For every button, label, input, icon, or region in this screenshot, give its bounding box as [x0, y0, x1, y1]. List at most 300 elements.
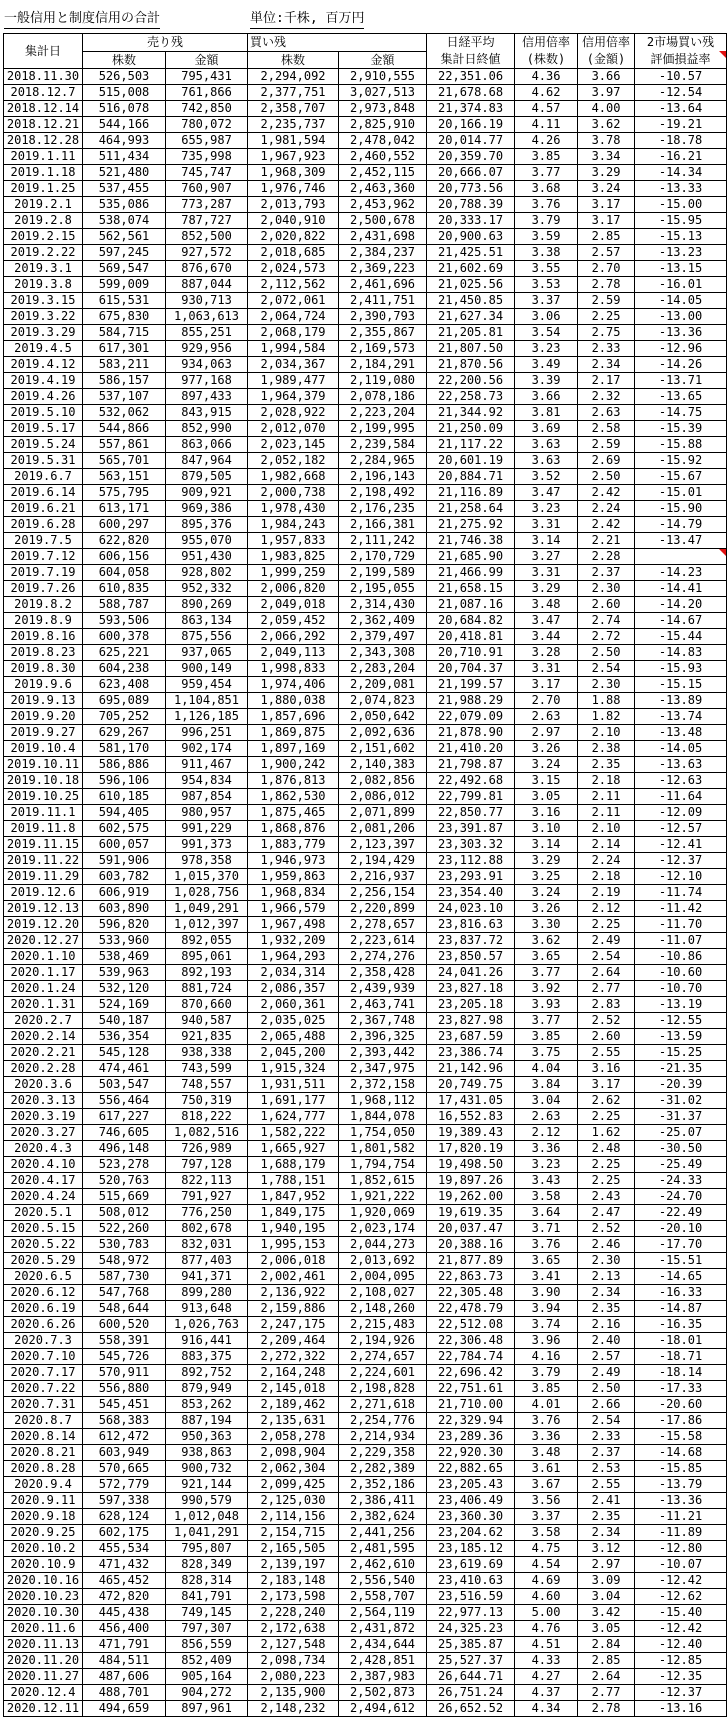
- cell-buy-amount: 2,358,428: [339, 965, 427, 981]
- cell-sell-amount: 887,194: [166, 1413, 248, 1429]
- table-row: [4, 949, 727, 965]
- cell-date: 2020.2.14: [4, 1029, 83, 1045]
- cell-credit-ratio-amount: 3.17: [578, 213, 635, 229]
- cell-valuation-pl-rate: -21.35: [635, 1061, 727, 1077]
- cell-credit-ratio-shares: 3.48: [515, 597, 578, 613]
- cell-credit-ratio-amount: 2.85: [578, 1653, 635, 1669]
- cell-sell-shares: 547,768: [83, 1285, 166, 1301]
- cell-nikkei-close: 25,527.37: [427, 1653, 515, 1669]
- cell-credit-ratio-shares: 3.69: [515, 421, 578, 437]
- table-row: [4, 965, 727, 981]
- header-credit-ratio-shares: 信用倍率 (株数): [515, 34, 578, 69]
- cell-credit-ratio-shares: 4.34: [515, 1701, 578, 1717]
- cell-sell-amount: 980,957: [166, 805, 248, 821]
- cell-credit-ratio-amount: 2.48: [578, 1141, 635, 1157]
- cell-buy-shares: 2,125,030: [248, 1493, 339, 1509]
- cell-date: 2020.4.24: [4, 1189, 83, 1205]
- cell-credit-ratio-shares: 3.77: [515, 965, 578, 981]
- cell-sell-amount: 760,907: [166, 181, 248, 197]
- cell-date: 2019.1.18: [4, 165, 83, 181]
- cell-sell-amount: 791,927: [166, 1189, 248, 1205]
- cell-credit-ratio-shares: 3.26: [515, 741, 578, 757]
- cell-valuation-pl-rate: -12.85: [635, 1653, 727, 1669]
- cell-buy-amount: 2,441,256: [339, 1525, 427, 1541]
- cell-sell-shares: 602,175: [83, 1525, 166, 1541]
- cell-sell-shares: 474,461: [83, 1061, 166, 1077]
- cell-buy-amount: 2,284,965: [339, 453, 427, 469]
- cell-buy-amount: 2,462,610: [339, 1557, 427, 1573]
- cell-sell-shares: 523,278: [83, 1157, 166, 1173]
- table-row: [4, 277, 727, 293]
- table-row: [4, 1701, 727, 1717]
- cell-sell-amount: 1,041,291: [166, 1525, 248, 1541]
- cell-buy-shares: 2,114,156: [248, 1509, 339, 1525]
- cell-nikkei-close: 22,492.68: [427, 773, 515, 789]
- cell-valuation-pl-rate: -20.39: [635, 1077, 727, 1093]
- cell-credit-ratio-amount: 2.24: [578, 501, 635, 517]
- cell-valuation-pl-rate: -16.35: [635, 1317, 727, 1333]
- cell-buy-shares: 1,688,179: [248, 1157, 339, 1173]
- cell-buy-amount: 1,794,754: [339, 1157, 427, 1173]
- table-row: [4, 69, 727, 85]
- cell-credit-ratio-shares: 3.84: [515, 1077, 578, 1093]
- cell-credit-ratio-shares: 3.52: [515, 469, 578, 485]
- cell-credit-ratio-shares: 3.25: [515, 869, 578, 885]
- cell-buy-shares: 1,875,465: [248, 805, 339, 821]
- cell-buy-shares: 1,946,973: [248, 853, 339, 869]
- cell-credit-ratio-shares: 3.04: [515, 1093, 578, 1109]
- cell-sell-shares: 471,791: [83, 1637, 166, 1653]
- cell-buy-shares: 1,582,222: [248, 1125, 339, 1141]
- cell-credit-ratio-shares: 3.53: [515, 277, 578, 293]
- cell-buy-amount: 2,973,848: [339, 101, 427, 117]
- cell-buy-amount: 2,123,397: [339, 837, 427, 853]
- cell-buy-shares: 2,154,715: [248, 1525, 339, 1541]
- table-row: [4, 1221, 727, 1237]
- cell-credit-ratio-shares: 3.64: [515, 1205, 578, 1221]
- cell-sell-shares: 557,861: [83, 437, 166, 453]
- cell-date: 2020.4.3: [4, 1141, 83, 1157]
- cell-buy-shares: 1,665,927: [248, 1141, 339, 1157]
- cell-date: 2020.1.17: [4, 965, 83, 981]
- cell-nikkei-close: 21,710.00: [427, 1397, 515, 1413]
- cell-credit-ratio-amount: 2.72: [578, 629, 635, 645]
- cell-credit-ratio-amount: 2.25: [578, 1173, 635, 1189]
- cell-credit-ratio-amount: 2.37: [578, 565, 635, 581]
- cell-nikkei-close: 21,258.64: [427, 501, 515, 517]
- cell-valuation-pl-rate: -13.48: [635, 725, 727, 741]
- table-header: [4, 34, 727, 69]
- cell-date: 2020.9.11: [4, 1493, 83, 1509]
- cell-sell-amount: 748,557: [166, 1077, 248, 1093]
- cell-sell-amount: 929,956: [166, 341, 248, 357]
- cell-valuation-pl-rate: -10.70: [635, 981, 727, 997]
- cell-buy-shares: 1,968,309: [248, 165, 339, 181]
- cell-buy-amount: 2,111,242: [339, 533, 427, 549]
- cell-credit-ratio-amount: 2.84: [578, 1637, 635, 1653]
- cell-valuation-pl-rate: -12.10: [635, 869, 727, 885]
- cell-credit-ratio-shares: 3.93: [515, 997, 578, 1013]
- cell-sell-shares: 602,575: [83, 821, 166, 837]
- cell-sell-amount: 822,113: [166, 1173, 248, 1189]
- table-row: [4, 597, 727, 613]
- cell-valuation-pl-rate: -15.67: [635, 469, 727, 485]
- cell-credit-ratio-shares: 3.76: [515, 1413, 578, 1429]
- cell-date: 2019.5.31: [4, 453, 83, 469]
- cell-nikkei-close: 19,262.00: [427, 1189, 515, 1205]
- cell-credit-ratio-amount: 2.57: [578, 1349, 635, 1365]
- cell-valuation-pl-rate: -15.39: [635, 421, 727, 437]
- cell-sell-amount: 852,500: [166, 229, 248, 245]
- cell-buy-shares: 1,849,175: [248, 1205, 339, 1221]
- cell-nikkei-close: 22,882.65: [427, 1461, 515, 1477]
- page-title: 一般信用と制度信用の合計: [4, 11, 160, 29]
- cell-buy-amount: 2,362,409: [339, 613, 427, 629]
- cell-nikkei-close: 21,410.20: [427, 741, 515, 757]
- cell-date: 2019.12.20: [4, 917, 83, 933]
- cell-credit-ratio-amount: 2.18: [578, 869, 635, 885]
- cell-sell-amount: 895,376: [166, 517, 248, 533]
- cell-nikkei-close: 23,112.88: [427, 853, 515, 869]
- cell-sell-amount: 921,144: [166, 1477, 248, 1493]
- cell-buy-amount: 2,386,411: [339, 1493, 427, 1509]
- cell-date: 2019.12.6: [4, 885, 83, 901]
- cell-credit-ratio-amount: 2.53: [578, 1461, 635, 1477]
- cell-date: 2020.3.27: [4, 1125, 83, 1141]
- cell-nikkei-close: 20,166.19: [427, 117, 515, 133]
- cell-date: 2019.11.1: [4, 805, 83, 821]
- cell-sell-amount: 911,467: [166, 757, 248, 773]
- cell-sell-shares: 586,157: [83, 373, 166, 389]
- cell-buy-amount: 2,314,430: [339, 597, 427, 613]
- cell-buy-amount: 2,194,429: [339, 853, 427, 869]
- cell-valuation-pl-rate: -14.75: [635, 405, 727, 421]
- cell-valuation-pl-rate: -14.87: [635, 1301, 727, 1317]
- cell-credit-ratio-shares: 3.63: [515, 437, 578, 453]
- header-buy-amount: 金額: [339, 51, 427, 69]
- cell-date: 2020.3.19: [4, 1109, 83, 1125]
- table-row: [4, 501, 727, 517]
- cell-buy-shares: 2,080,223: [248, 1669, 339, 1685]
- cell-sell-shares: 705,252: [83, 709, 166, 725]
- cell-sell-shares: 617,301: [83, 341, 166, 357]
- table-row: [4, 101, 727, 117]
- cell-buy-amount: 2,198,828: [339, 1381, 427, 1397]
- cell-credit-ratio-amount: 3.78: [578, 133, 635, 149]
- cell-valuation-pl-rate: -13.33: [635, 181, 727, 197]
- cell-date: 2018.12.21: [4, 117, 83, 133]
- cell-sell-amount: 883,375: [166, 1349, 248, 1365]
- cell-buy-amount: 2,151,602: [339, 741, 427, 757]
- table-row: [4, 757, 727, 773]
- cell-sell-amount: 852,409: [166, 1653, 248, 1669]
- cell-buy-shares: 2,059,452: [248, 613, 339, 629]
- table-row: [4, 1557, 727, 1573]
- cell-credit-ratio-shares: 3.31: [515, 661, 578, 677]
- cell-buy-shares: 1,900,242: [248, 757, 339, 773]
- cell-valuation-pl-rate: -15.90: [635, 501, 727, 517]
- cell-credit-ratio-shares: 3.24: [515, 885, 578, 901]
- cell-valuation-pl-rate: -13.36: [635, 325, 727, 341]
- table-row: [4, 645, 727, 661]
- cell-credit-ratio-shares: 3.85: [515, 1381, 578, 1397]
- cell-buy-shares: 2,018,685: [248, 245, 339, 261]
- cell-sell-shares: 600,520: [83, 1317, 166, 1333]
- cell-valuation-pl-rate: -12.42: [635, 1573, 727, 1589]
- cell-sell-shares: 587,730: [83, 1269, 166, 1285]
- cell-nikkei-close: 20,710.91: [427, 645, 515, 661]
- cell-credit-ratio-amount: 2.60: [578, 1029, 635, 1045]
- cell-sell-shares: 503,547: [83, 1077, 166, 1093]
- cell-date: 2019.10.4: [4, 741, 83, 757]
- cell-date: 2019.8.9: [4, 613, 83, 629]
- cell-sell-amount: 879,505: [166, 469, 248, 485]
- cell-sell-shares: 606,156: [83, 549, 166, 565]
- cell-sell-shares: 472,820: [83, 1589, 166, 1605]
- cell-sell-shares: 613,171: [83, 501, 166, 517]
- cell-sell-shares: 596,820: [83, 917, 166, 933]
- cell-sell-amount: 969,386: [166, 501, 248, 517]
- table-row: [4, 565, 727, 581]
- cell-date: 2020.11.13: [4, 1637, 83, 1653]
- cell-buy-amount: 2,140,383: [339, 757, 427, 773]
- cell-sell-shares: 612,472: [83, 1429, 166, 1445]
- table-row: [4, 1349, 727, 1365]
- cell-buy-shares: 1,978,430: [248, 501, 339, 517]
- cell-sell-amount: 1,126,185: [166, 709, 248, 725]
- cell-credit-ratio-amount: 2.54: [578, 661, 635, 677]
- table-row: [4, 1589, 727, 1605]
- cell-sell-amount: 852,990: [166, 421, 248, 437]
- cell-buy-amount: 2,223,204: [339, 405, 427, 421]
- cell-date: 2019.10.25: [4, 789, 83, 805]
- cell-credit-ratio-amount: 2.33: [578, 1429, 635, 1445]
- cell-credit-ratio-shares: 3.30: [515, 917, 578, 933]
- cell-buy-shares: 2,127,548: [248, 1637, 339, 1653]
- cell-valuation-pl-rate: -25.49: [635, 1157, 727, 1173]
- cell-sell-shares: 591,906: [83, 853, 166, 869]
- cell-date: 2019.4.5: [4, 341, 83, 357]
- cell-credit-ratio-amount: 3.34: [578, 149, 635, 165]
- cell-nikkei-close: 21,374.83: [427, 101, 515, 117]
- cell-sell-amount: 828,314: [166, 1573, 248, 1589]
- cell-credit-ratio-shares: 3.49: [515, 357, 578, 373]
- table-row: [4, 261, 727, 277]
- cell-buy-shares: 1,862,530: [248, 789, 339, 805]
- cell-buy-amount: 2,396,325: [339, 1029, 427, 1045]
- cell-credit-ratio-shares: 4.51: [515, 1637, 578, 1653]
- cell-valuation-pl-rate: -10.60: [635, 965, 727, 981]
- cell-buy-amount: 2,478,042: [339, 133, 427, 149]
- cell-buy-amount: 2,393,442: [339, 1045, 427, 1061]
- cell-credit-ratio-amount: 2.52: [578, 1013, 635, 1029]
- cell-sell-shares: 586,886: [83, 757, 166, 773]
- cell-sell-amount: 761,866: [166, 85, 248, 101]
- cell-date: 2020.3.6: [4, 1077, 83, 1093]
- table-row: [4, 1189, 727, 1205]
- cell-credit-ratio-amount: 2.30: [578, 677, 635, 693]
- cell-nikkei-close: 22,696.42: [427, 1365, 515, 1381]
- cell-valuation-pl-rate: -15.25: [635, 1045, 727, 1061]
- cell-sell-shares: 623,408: [83, 677, 166, 693]
- cell-buy-amount: 2,086,012: [339, 789, 427, 805]
- cell-credit-ratio-shares: 3.31: [515, 517, 578, 533]
- cell-sell-amount: 937,065: [166, 645, 248, 661]
- cell-sell-shares: 494,659: [83, 1701, 166, 1717]
- cell-buy-shares: 2,098,734: [248, 1653, 339, 1669]
- cell-sell-shares: 532,062: [83, 405, 166, 421]
- cell-credit-ratio-amount: 2.41: [578, 1493, 635, 1509]
- table-row: [4, 805, 727, 821]
- cell-valuation-pl-rate: -12.42: [635, 1621, 727, 1637]
- cell-credit-ratio-amount: 2.97: [578, 1557, 635, 1573]
- cell-sell-amount: 897,961: [166, 1701, 248, 1717]
- table-row: [4, 1269, 727, 1285]
- cell-sell-shares: 606,919: [83, 885, 166, 901]
- cell-valuation-pl-rate: -12.62: [635, 1589, 727, 1605]
- cell-valuation-pl-rate: -12.09: [635, 805, 727, 821]
- cell-credit-ratio-amount: 2.34: [578, 1285, 635, 1301]
- table-row: [4, 533, 727, 549]
- cell-sell-shares: 456,400: [83, 1621, 166, 1637]
- table-row: [4, 1317, 727, 1333]
- cell-sell-shares: 597,338: [83, 1493, 166, 1509]
- cell-buy-amount: 2,278,657: [339, 917, 427, 933]
- cell-valuation-pl-rate: -30.50: [635, 1141, 727, 1157]
- cell-sell-amount: 797,128: [166, 1157, 248, 1173]
- cell-credit-ratio-amount: 2.59: [578, 437, 635, 453]
- cell-buy-amount: 1,920,069: [339, 1205, 427, 1221]
- cell-buy-shares: 1,788,151: [248, 1173, 339, 1189]
- cell-date: 2019.4.19: [4, 373, 83, 389]
- cell-valuation-pl-rate: -20.60: [635, 1397, 727, 1413]
- table-row: [4, 1413, 727, 1429]
- cell-sell-shares: 548,972: [83, 1253, 166, 1269]
- cell-valuation-pl-rate: -17.70: [635, 1237, 727, 1253]
- cell-credit-ratio-shares: 3.79: [515, 213, 578, 229]
- cell-buy-shares: 2,189,462: [248, 1397, 339, 1413]
- cell-buy-shares: 1,976,746: [248, 181, 339, 197]
- table-row: [4, 373, 727, 389]
- cell-sell-amount: 1,012,397: [166, 917, 248, 933]
- cell-date: 2019.9.27: [4, 725, 83, 741]
- cell-date: 2020.8.21: [4, 1445, 83, 1461]
- cell-nikkei-close: 26,652.52: [427, 1701, 515, 1717]
- table-row: [4, 1253, 727, 1269]
- cell-buy-shares: 2,072,061: [248, 293, 339, 309]
- cell-credit-ratio-amount: 2.77: [578, 981, 635, 997]
- comment-marker-icon: [719, 549, 726, 556]
- cell-nikkei-close: 23,303.32: [427, 837, 515, 853]
- cell-date: 2018.12.7: [4, 85, 83, 101]
- cell-nikkei-close: 21,678.68: [427, 85, 515, 101]
- cell-valuation-pl-rate: -15.85: [635, 1461, 727, 1477]
- cell-sell-shares: 484,511: [83, 1653, 166, 1669]
- cell-buy-shares: 1,868,876: [248, 821, 339, 837]
- cell-buy-amount: 2,556,540: [339, 1573, 427, 1589]
- cell-buy-amount: 2,352,186: [339, 1477, 427, 1493]
- cell-date: 2020.5.22: [4, 1237, 83, 1253]
- cell-valuation-pl-rate: -14.20: [635, 597, 727, 613]
- cell-date: 2020.3.13: [4, 1093, 83, 1109]
- cell-buy-amount: 2,078,186: [339, 389, 427, 405]
- cell-buy-shares: 2,066,292: [248, 629, 339, 645]
- cell-valuation-pl-rate: -13.15: [635, 261, 727, 277]
- table-row: [4, 341, 727, 357]
- cell-valuation-pl-rate: -18.14: [635, 1365, 727, 1381]
- cell-sell-shares: 544,166: [83, 117, 166, 133]
- cell-valuation-pl-rate: -11.64: [635, 789, 727, 805]
- cell-sell-shares: 515,008: [83, 85, 166, 101]
- cell-buy-shares: 2,006,018: [248, 1253, 339, 1269]
- cell-valuation-pl-rate: -15.01: [635, 485, 727, 501]
- cell-date: 2019.11.15: [4, 837, 83, 853]
- table-row: [4, 1061, 727, 1077]
- cell-sell-shares: 588,787: [83, 597, 166, 613]
- cell-nikkei-close: 21,142.96: [427, 1061, 515, 1077]
- cell-sell-amount: 887,044: [166, 277, 248, 293]
- cell-buy-shares: 1,999,259: [248, 565, 339, 581]
- cell-date: 2019.2.15: [4, 229, 83, 245]
- cell-nikkei-close: 22,920.30: [427, 1445, 515, 1461]
- cell-nikkei-close: 23,837.72: [427, 933, 515, 949]
- cell-sell-amount: 856,559: [166, 1637, 248, 1653]
- cell-buy-shares: 1,847,952: [248, 1189, 339, 1205]
- cell-buy-shares: 2,228,240: [248, 1605, 339, 1621]
- cell-sell-amount: 921,835: [166, 1029, 248, 1045]
- cell-buy-shares: 2,165,505: [248, 1541, 339, 1557]
- cell-nikkei-close: 19,498.50: [427, 1157, 515, 1173]
- table-row: [4, 741, 727, 757]
- cell-credit-ratio-shares: 4.69: [515, 1573, 578, 1589]
- cell-sell-amount: 1,104,851: [166, 693, 248, 709]
- cell-date: 2019.3.22: [4, 309, 83, 325]
- cell-valuation-pl-rate: -13.79: [635, 1477, 727, 1493]
- cell-valuation-pl-rate: -13.36: [635, 1493, 727, 1509]
- cell-nikkei-close: 21,746.38: [427, 533, 515, 549]
- table-row: [4, 437, 727, 453]
- cell-credit-ratio-amount: 2.59: [578, 293, 635, 309]
- cell-nikkei-close: 23,185.12: [427, 1541, 515, 1557]
- cell-nikkei-close: 22,478.79: [427, 1301, 515, 1317]
- cell-credit-ratio-shares: 4.11: [515, 117, 578, 133]
- table-row: [4, 693, 727, 709]
- table-row: [4, 1141, 727, 1157]
- cell-buy-amount: 2,274,276: [339, 949, 427, 965]
- table-row: [4, 1685, 727, 1701]
- cell-valuation-pl-rate: -12.55: [635, 1013, 727, 1029]
- table-row: [4, 1093, 727, 1109]
- cell-buy-amount: 2,229,358: [339, 1445, 427, 1461]
- cell-sell-shares: 570,665: [83, 1461, 166, 1477]
- cell-credit-ratio-amount: 2.43: [578, 1189, 635, 1205]
- table-row: [4, 1365, 727, 1381]
- cell-buy-amount: 2,194,926: [339, 1333, 427, 1349]
- cell-sell-shares: 538,469: [83, 949, 166, 965]
- cell-date: 2020.9.25: [4, 1525, 83, 1541]
- cell-credit-ratio-shares: 4.04: [515, 1061, 578, 1077]
- table-row: [4, 1525, 727, 1541]
- cell-sell-amount: 795,807: [166, 1541, 248, 1557]
- table-row: [4, 453, 727, 469]
- cell-credit-ratio-shares: 3.92: [515, 981, 578, 997]
- cell-sell-amount: 749,145: [166, 1605, 248, 1621]
- cell-nikkei-close: 17,431.05: [427, 1093, 515, 1109]
- cell-buy-shares: 2,024,573: [248, 261, 339, 277]
- cell-buy-amount: 1,921,222: [339, 1189, 427, 1205]
- cell-buy-shares: 1,995,153: [248, 1237, 339, 1253]
- cell-nikkei-close: 20,418.81: [427, 629, 515, 645]
